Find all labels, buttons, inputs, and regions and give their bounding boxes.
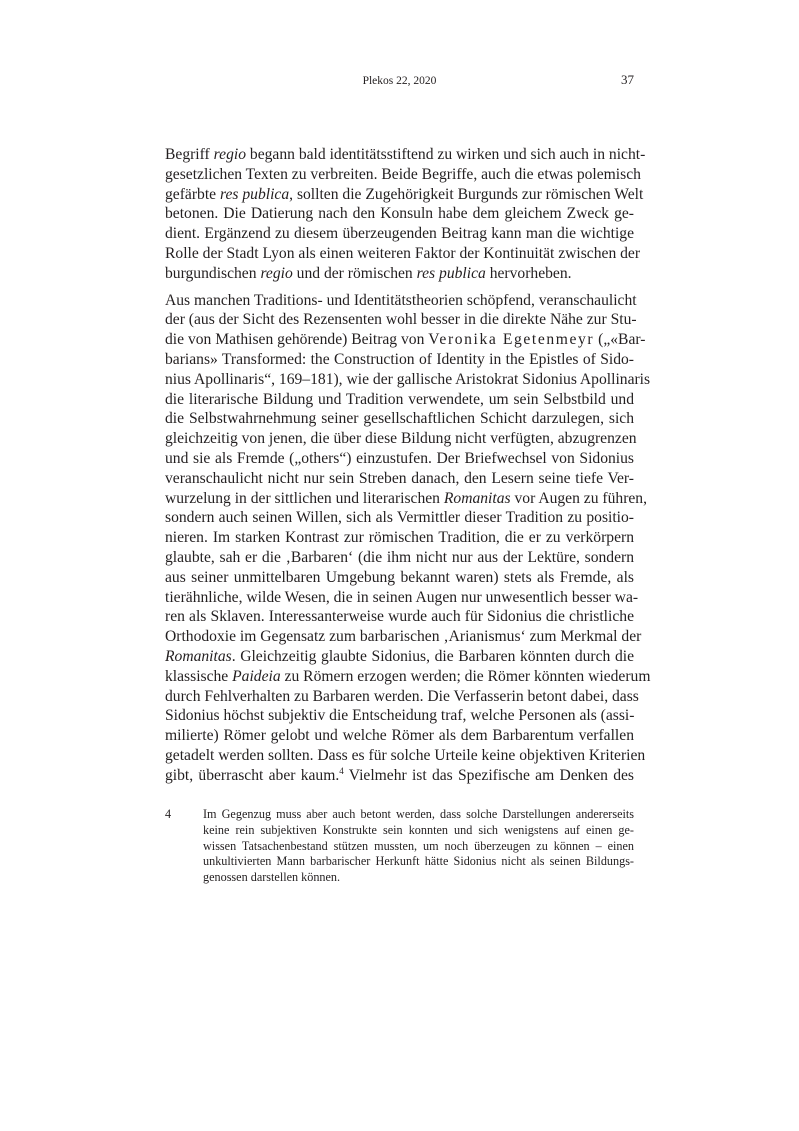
body-text xyxy=(165,145,651,786)
author-name: Veronika Egetenmeyr xyxy=(428,331,595,349)
text-line: die Selbstwahrnehmung seiner gesellschaftlichen Schicht darzulegen, sich xyxy=(165,410,634,428)
italic-term: Romanitas xyxy=(443,489,511,507)
text-line: Rolle der Stadt Lyon als einen weiteren Faktor der Kontinuität zwischen der xyxy=(165,244,641,262)
text-line: durch Fehlverhalten zu Barbaren werden. Die Verfasserin betont dabei, dass xyxy=(165,687,639,705)
text-line: Romanitas. Gleichzeitig glaubte Sidonius, die Barbaren könnten durch die xyxy=(165,647,634,665)
text-line: dient. Ergänzend zu diesem überzeugenden Beitrag kann man die wichtige xyxy=(165,225,634,243)
footnote-number: 4 xyxy=(165,807,172,821)
text-line: die von Mathisen gehörende) Beitrag von Veronika Egetenmeyr („«Bar- xyxy=(165,331,646,349)
footnote-line: genossen darstellen können. xyxy=(203,870,341,885)
text-line: nieren. Im starken Kontrast zur römischen Tradition, die er zu verkörpern xyxy=(165,529,634,547)
italic-term: res publica xyxy=(416,264,486,282)
italic-term: Romanitas xyxy=(165,647,232,665)
italic-term: regio xyxy=(260,264,293,282)
text-line: der (aus der Sicht des Rezensenten wohl besser in die direkte Nähe zur Stu- xyxy=(165,311,637,329)
italic-term: Paideia xyxy=(232,667,281,685)
text-line: gesetzlichen Texten zu verbreiten. Beide Begriffe, auch die etwas polemisch xyxy=(165,165,641,183)
text-line: Orthodoxie im Gegensatz zum barbarischen ‚Arianismus‘ zum Merkmal der xyxy=(165,628,642,646)
text-line: klassische Paideia zu Römern erzogen werden; die Römer könnten wiederum xyxy=(165,667,651,685)
text-line: barians» Transformed: the Construction of Identity in the Epistles of Sido- xyxy=(165,350,634,368)
paragraph xyxy=(165,291,651,786)
text-line: Sidonius höchst subjektiv die Entscheidung traf, welche Personen als (assi- xyxy=(165,707,635,725)
page-number: 37 xyxy=(621,72,634,87)
text-line: Begriff regio begann bald identitätsstiftend zu wirken und sich auch in nicht- xyxy=(165,146,646,163)
text-line: glaubte, sah er die ‚Barbaren‘ (die ihm nicht nur aus der Lektüre, sondern xyxy=(165,548,634,566)
italic-term: res publica xyxy=(219,185,290,203)
text-line: milierte) Römer gelobt und welche Römer als dem Barbarentum verfallen xyxy=(165,727,634,745)
text-line: sondern auch seinen Willen, sich als Vermittler dieser Tradition zu positio- xyxy=(165,509,634,527)
running-header xyxy=(0,72,799,92)
text-line: und sie als Fremde („others“) einzustufen. Der Briefwechsel von Sidonius xyxy=(165,449,634,467)
footnote-text xyxy=(203,807,634,886)
text-line: betonen. Die Datierung nach den Konsuln habe dem gleichem Zweck ge- xyxy=(165,205,634,223)
text-line: Aus manchen Traditions- und Identitätstheorien schöpfend, veranschaulicht xyxy=(165,291,637,309)
italic-term: regio xyxy=(213,146,246,163)
text-line: die literarische Bildung und Tradition verwendete, um sein Selbstbild und xyxy=(165,390,634,408)
text-line: aus seiner unmittelbaren Umgebung bekannt waren) stets als Fremde, als xyxy=(165,568,634,586)
footnote-reference[interactable]: 4 xyxy=(339,765,344,776)
text-line: getadelt werden sollten. Dass es für solche Urteile keine objektiven Kriterien xyxy=(165,746,646,764)
text-line: gleichzeitig von jenen, die über diese Bildung nicht verfügten, abzugrenzen xyxy=(165,430,637,448)
footnote-line: wissen Tatsachenbestand stützen mussten, um noch überzeugen zu können – einen xyxy=(203,838,634,853)
text-line: tierähnliche, wilde Wesen, die in seinen Augen nur unwesentlich besser wa- xyxy=(165,588,639,606)
text-line: gibt, überrascht aber kaum.$^4$ Vielmehr ist das Spezifische am Denken des xyxy=(165,765,635,784)
footnote-line: keine rein subjektiven Konstrukte sein konnten und sich wenigstens auf einen ge- xyxy=(203,822,634,837)
text-line: gefärbte res publica, sollten die Zugehörigkeit Burgunds zur römischen Welt xyxy=(165,185,644,203)
text-line: burgundischen regio und der römischen res publica hervorheben. xyxy=(165,264,572,282)
paragraph xyxy=(165,145,646,284)
text-line: wurzelung in der sittlichen und literarischen Romanitas vor Augen zu führen, xyxy=(165,489,648,507)
footnote-line: Im Gegenzug muss aber auch betont werden, dass solche Darstellungen andererseits xyxy=(203,807,634,821)
footnote xyxy=(165,807,634,886)
text-line: veranschaulicht nicht nur sein Streben danach, den Lesern seine tiefe Ver- xyxy=(165,469,634,487)
journal-title: Plekos 22, 2020 xyxy=(362,75,437,87)
footnotes xyxy=(165,807,634,886)
footnote-line: unkultivierten Mann barbarischer Herkunft hätte Sidonius nicht als seinen Bildungs- xyxy=(203,854,634,869)
text-line: nius Apollinaris“, 169–181), wie der gallische Aristokrat Sidonius Apollinaris xyxy=(165,370,651,388)
text-line: ren als Sklaven. Interessanterweise wurde auch für Sidonius die christliche xyxy=(165,608,634,626)
